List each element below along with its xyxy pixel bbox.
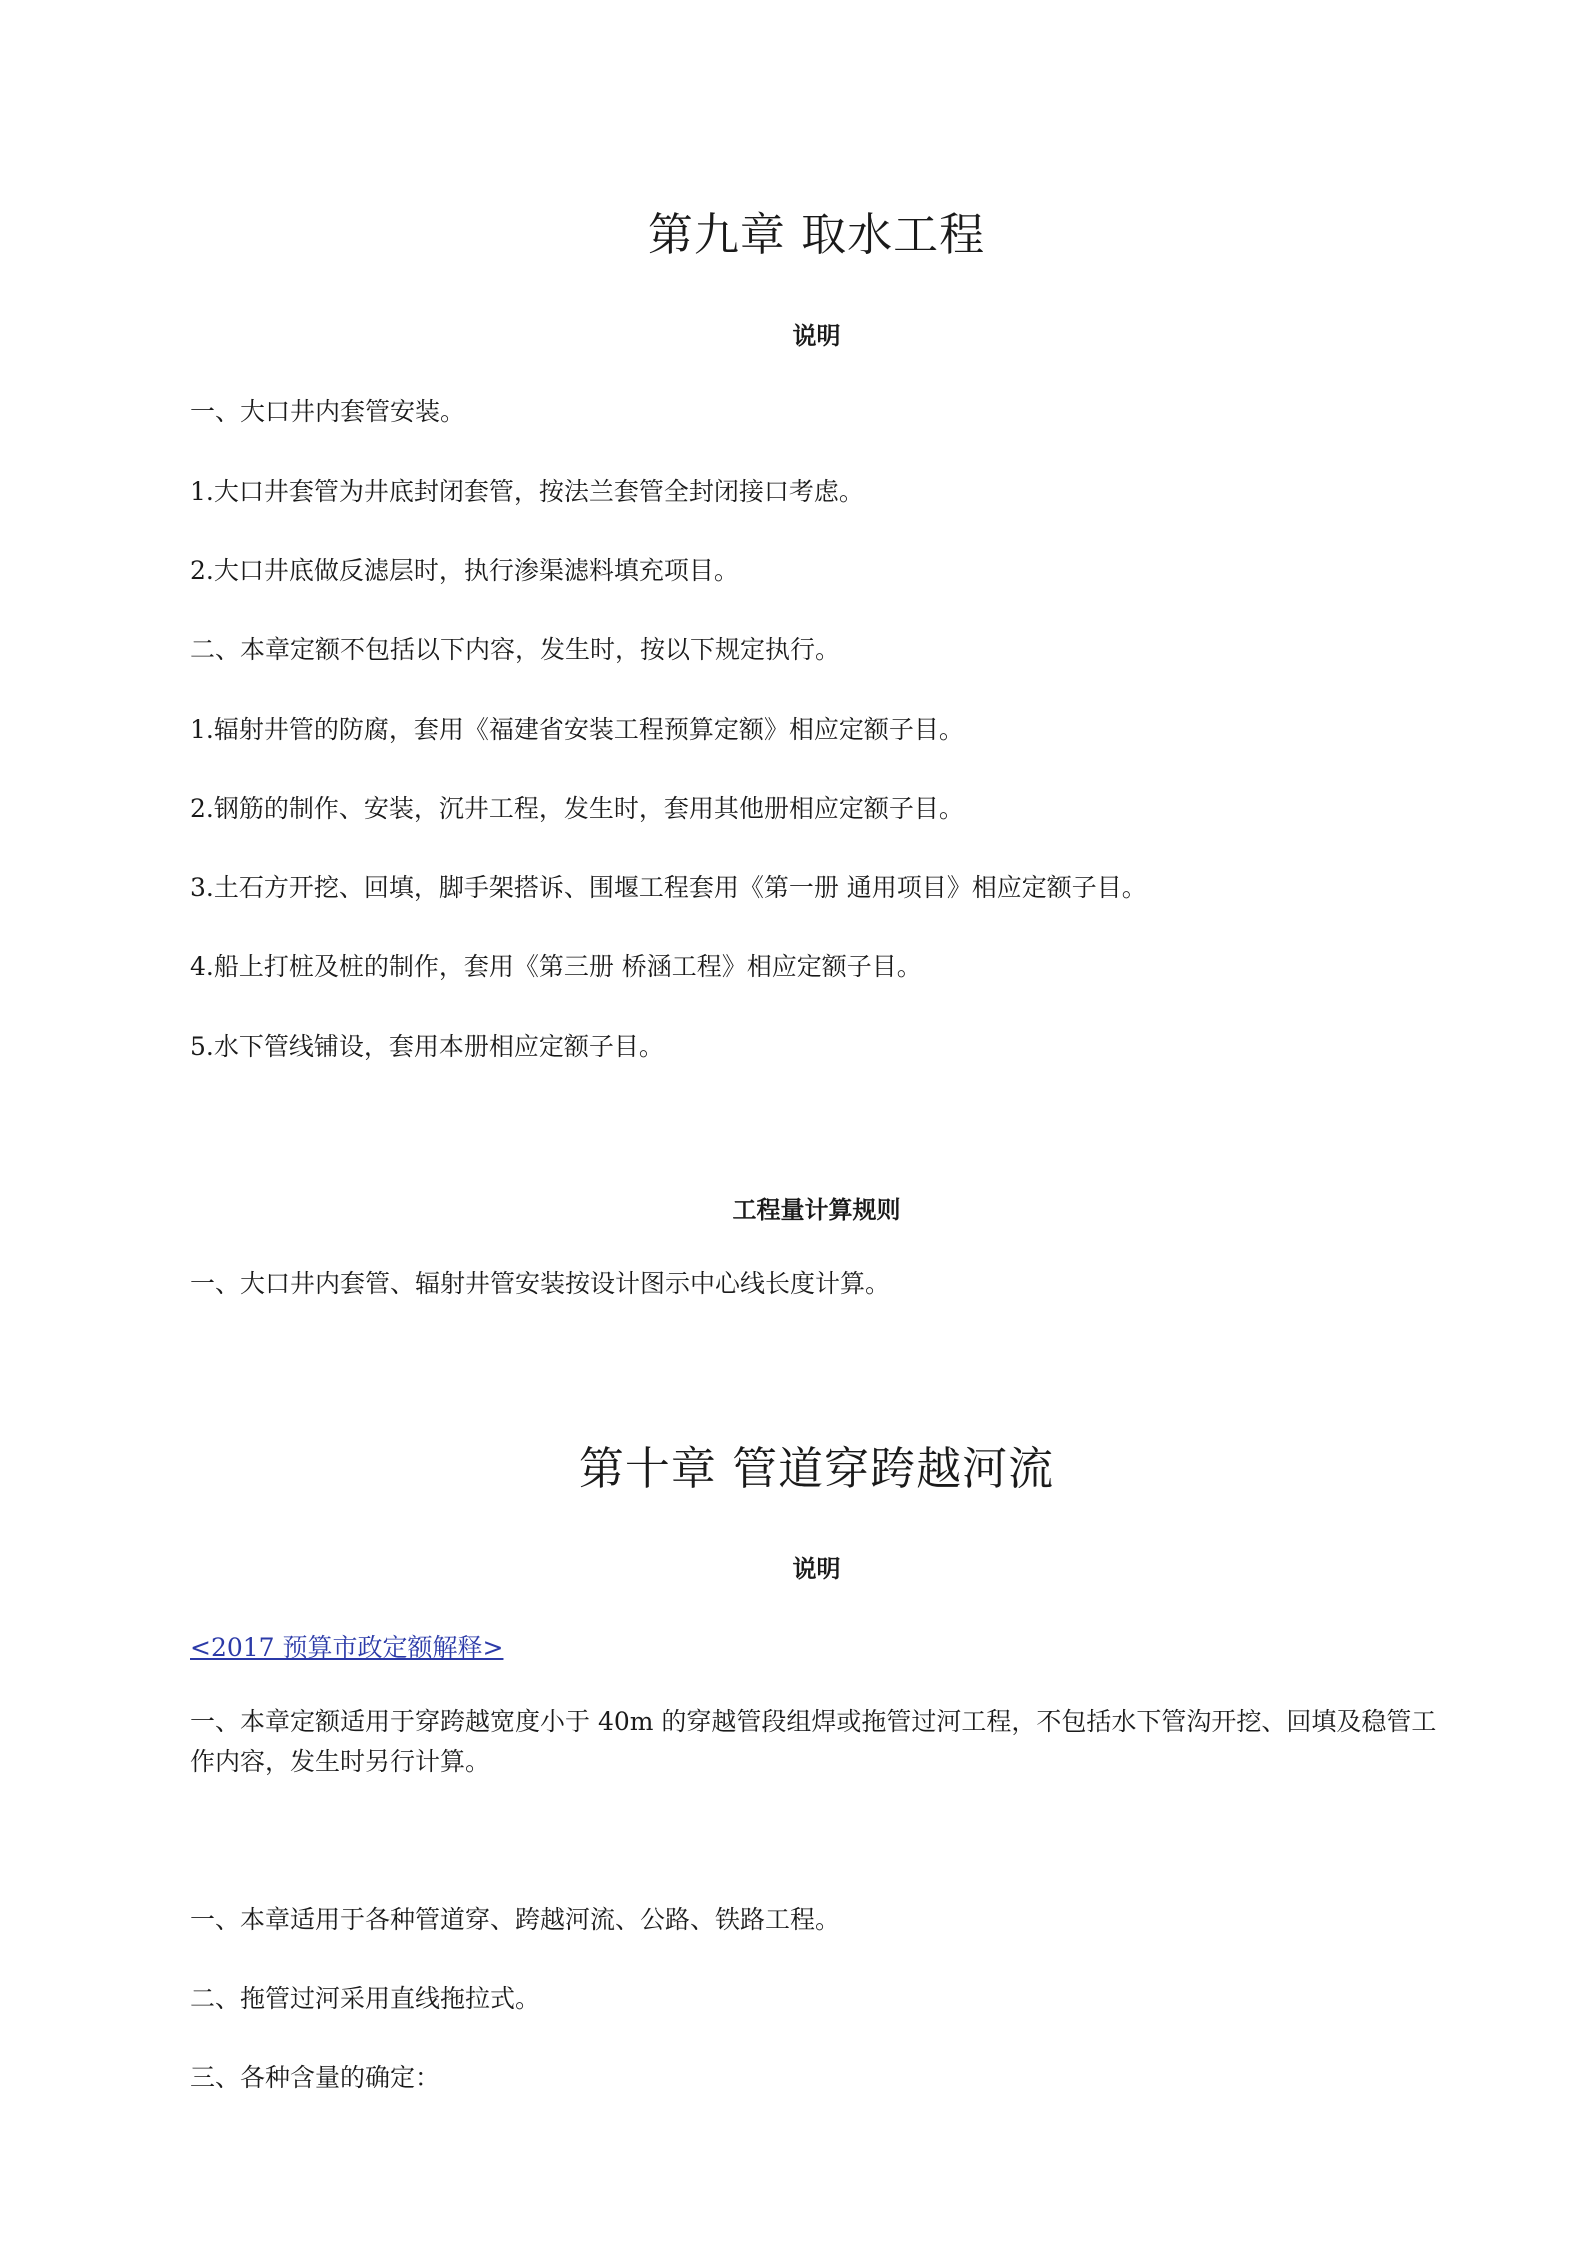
chapter-9-rule: 一、大口井内套管、辐射井管安装按设计图示中心线长度计算。 [190,1269,891,1298]
chapter-9-paragraph: 4.船上打桩及桩的制作，套用《第三册 桥涵工程》相应定额子目。 [190,952,922,981]
chapter-9-paragraph: 5.水下管线铺设，套用本册相应定额子目。 [190,1032,664,1061]
chapter-9-paragraph: 2.钢筋的制作、安装，沉井工程，发生时，套用其他册相应定额子目。 [190,794,964,823]
chapter-9-paragraph: 2.大口井底做反滤层时，执行渗渠滤料填充项目。 [190,556,739,585]
chapter-9-rules-heading: 工程量计算规则 [732,1195,901,1224]
chapter-9-paragraph: 1.大口井套管为井底封闭套管，按法兰套管全封闭接口考虑。 [190,477,864,506]
chapter-10-paragraph: 一、本章适用于各种管道穿、跨越河流、公路、铁路工程。 [190,1905,841,1934]
chapter-10-paragraph: 二、拖管过河采用直线拖拉式。 [190,1984,541,2013]
chapter-10-explanation-heading: 说明 [792,1554,841,1583]
chapter-9-paragraph: 二、本章定额不包括以下内容，发生时，按以下规定执行。 [190,635,841,664]
chapter-9-explanation-heading: 说明 [792,321,841,350]
chapter-10-paragraph: 三、各种含量的确定： [190,2063,441,2092]
chapter-9-paragraph: 1.辐射井管的防腐，套用《福建省安装工程预算定额》相应定额子目。 [190,715,964,744]
quota-interpretation-link[interactable]: <2017 预算市政定额解释> [190,1633,504,1662]
chapter-10-title: 第十章 管道穿跨越河流 [578,1442,1055,1495]
chapter-10-note-paragraph: 一、本章定额适用于穿跨越宽度小于 40m 的穿越管段组焊或拖管过河工程，不包括水下管沟开挖、回填及稳管工作内容，发生时另行计算。 [190,1707,1437,1776]
chapter-9-paragraph: 3.土石方开挖、回填，脚手架搭诉、围堰工程套用《第一册 通用项目》相应定额子目。 [190,873,1147,902]
chapter-9-title: 第九章 取水工程 [647,208,986,261]
chapter-9-paragraph: 一、大口井内套管安装。 [190,397,466,426]
